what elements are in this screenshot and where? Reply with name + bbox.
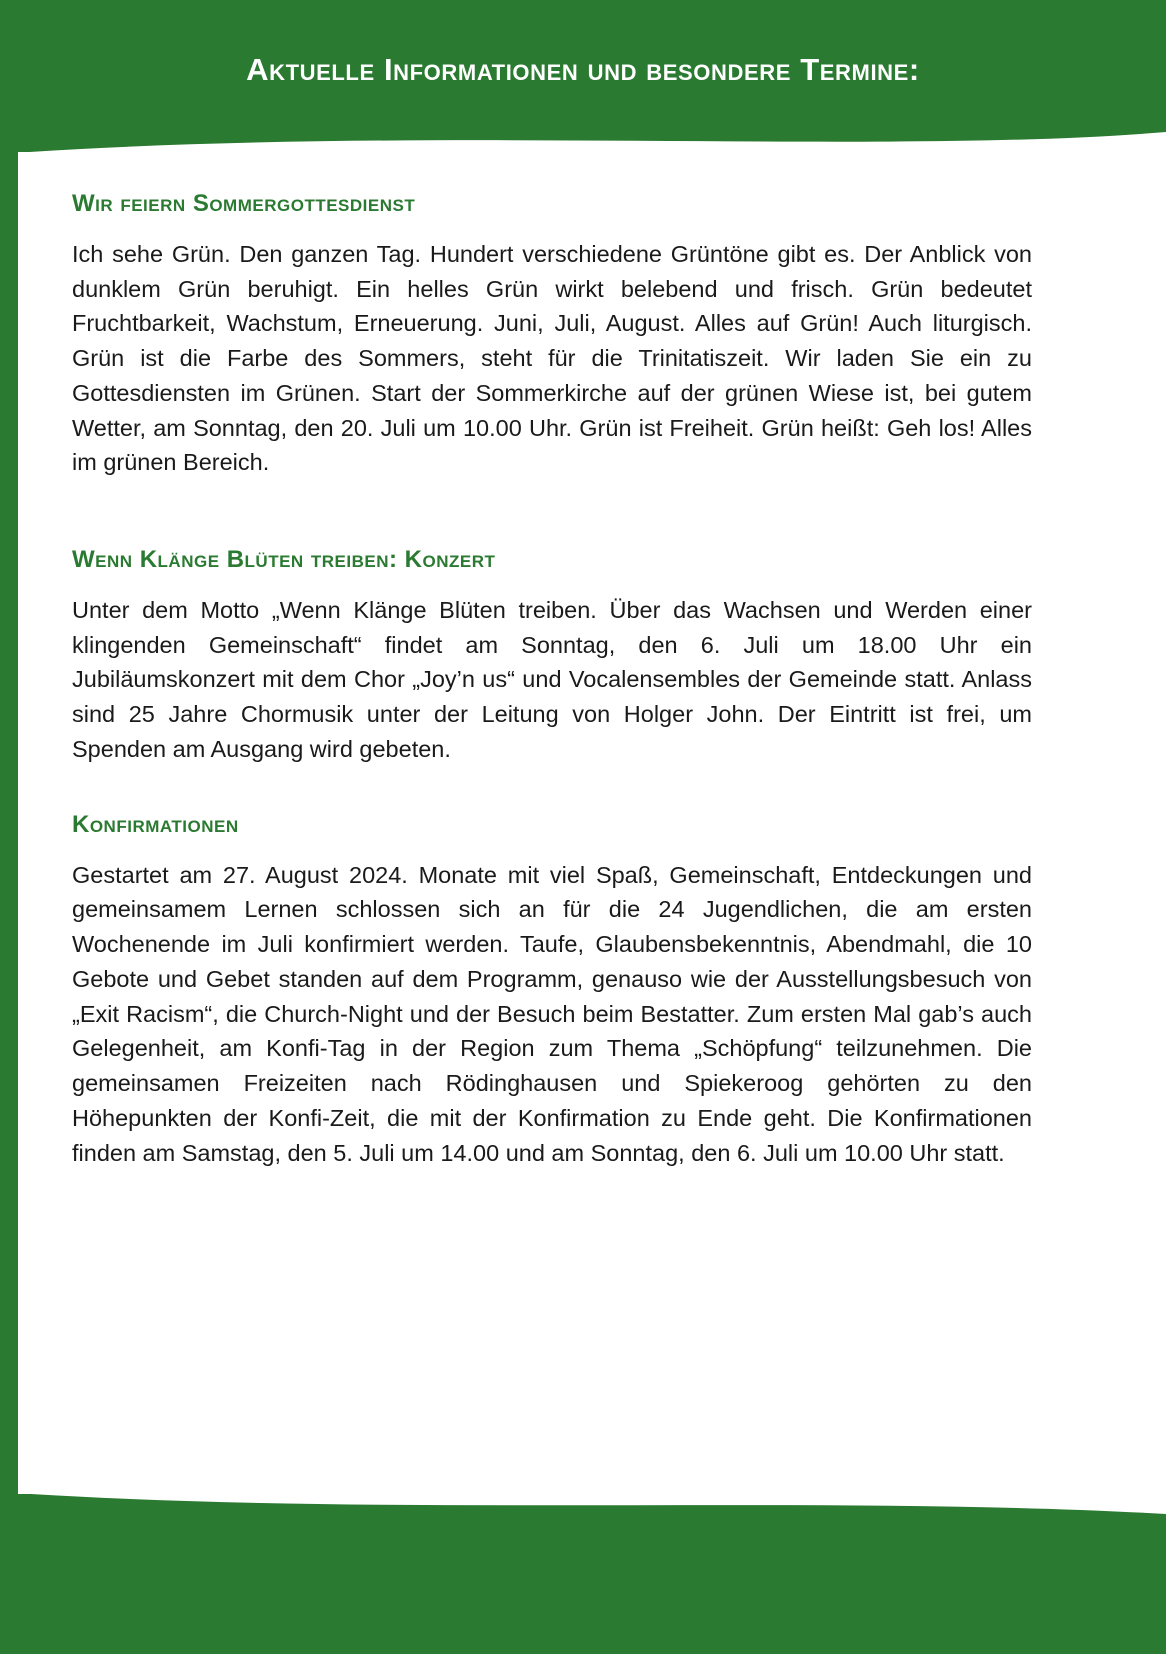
footer-band	[0, 1494, 1166, 1654]
section-konzert	[72, 546, 1032, 767]
section-heading: Konfirmationen	[72, 810, 239, 838]
section-spacer	[72, 514, 1032, 546]
section-heading: Wir feiern Sommergottesdienst	[72, 190, 416, 217]
footer-wave-shape	[0, 1494, 1166, 1526]
section-body: Unter dem Motto „Wenn Klänge Blüten treiben. Über das Wachsen und Werden einer klingenden Gemeinschaft“ findet am Sonntag, den 6. Juli um 18.00 Uhr ein Jubiläumskonzert mit dem Chor „Joy’n us“ und Vocalensembles der Gemeinde statt. Anlass sind 25 Jahre Chormusik unter der Leitung von Holger John. Der Eintritt ist frei, um Spenden am Ausgang wird gebeten.	[72, 596, 1032, 763]
header-wave-shape	[0, 114, 1166, 152]
section-sommergottesdienst	[72, 190, 1032, 480]
page-title: Aktuelle Informationen und besondere Termine:	[246, 52, 920, 87]
section-konfirmationen	[72, 811, 1032, 1171]
section-body: Ich sehe Grün. Den ganzen Tag. Hundert verschiedene Grüntöne gibt es. Der Anblick von dunklem Grün beruhigt. Ein helles Grün wirkt belebend und frisch. Grün bedeutet Fruchtbarkeit, Wachstum, Erneuerung. Juni, Juli, August. Alles auf Grün! Auch liturgisch. Grün ist die Farbe des Sommers, steht für die Trinitatiszeit. Wir laden Sie ein zu Gottesdiensten im Grünen. Start der Sommerkirche auf der grünen Wiese ist, bei gutem Wetter, am Sonntag, den 20. Juli um 10.00 Uhr. Grün ist Freiheit. Grün heißt: Geh los! Alles im grünen Bereich.	[72, 240, 1032, 476]
header-band	[0, 0, 1166, 152]
section-heading: Wenn Klänge Blüten treiben: Konzert	[72, 546, 496, 574]
left-accent-stripe	[0, 0, 18, 1654]
section-body: Gestartet am 27. August 2024. Monate mit viel Spaß, Gemeinschaft, Entdeckungen und gemeinsamem Lernen schlossen sich an für die 24 Jugendlichen, die am ersten Wochenende im Juli konfirmiert werden. Taufe, Glaubensbekenntnis, Abendmahl, die 10 Gebote und Gebet standen auf dem Programm, genauso wie der Ausstellungsbesuch von „Exit Racism“, die Church-Night und der Besuch beim Bestatter. Zum ersten Mal gab’s auch Gelegenheit, am Konfi-Tag in der Region zum Thema „Schöpfung“ teilzunehmen. Die gemeinsamen Freizeiten nach Rödinghausen und Spiekeroog gehörten zu den Höhepunkten der Konfi-Zeit, die mit der Konfirmation zu Ende geht. Die Konfirmationen finden am Samstag, den 5. Juli um 14.00 und am Sonntag, den 6. Juli um 10.00 Uhr statt.	[72, 861, 1032, 1166]
section-spacer	[72, 801, 1032, 811]
article-content	[72, 190, 1032, 1170]
